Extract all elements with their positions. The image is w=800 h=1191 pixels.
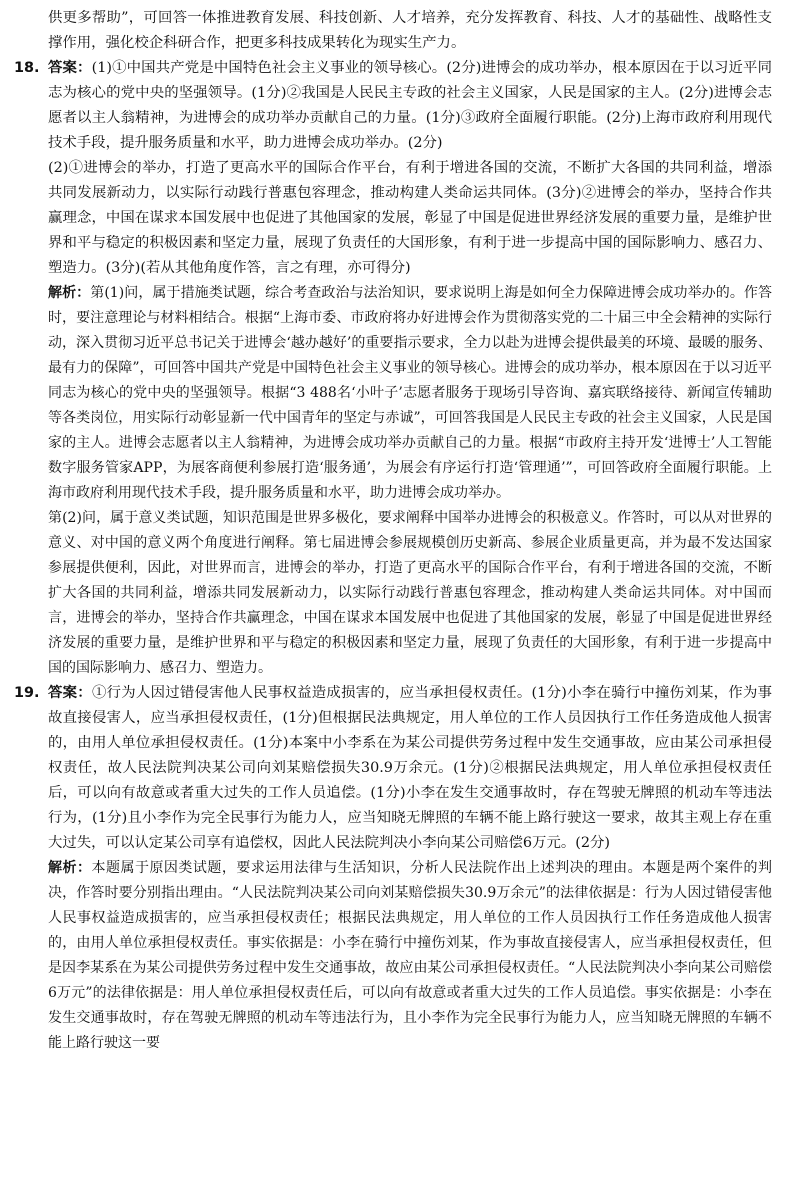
analysis-paragraph-2: 第(2)问，属于意义类试题，知识范围是世界多极化，要求阐释中国举办进博会的积极意义。作答时，可以从对世界的意义、对中国的意义两个角度进行阐释。第七届进博会参展规模创历史新高、参展企业质量更高，并为最不发达国家参展提供便利，因此，对世界而言，进博会的举办，打造了更高水平的国际合作平台，有利于增进各国的交流，不断扩大各国的共同利益，增添共同发展新动力，以实际行动践行普惠包容理念，推动构建人类命运共同体。对中国而言，进博会的举办，坚持合作共赢理念，中国在谋求本国发展中也促进了其他国家的发展，彰显了中国是促进世界经济发展的重要力量，是维护世界和平与稳定的积极因素和坚定力量，展现了负责任的大国形象，有利于进一步提高中国的国际影响力、感召力、塑造力。 [48, 510, 772, 676]
analysis-label: 解析： [48, 860, 92, 876]
question-18 [14, 56, 772, 681]
answer-text: ①行为人因过错侵害他人民事权益造成损害的，应当承担侵权责任。(1分)小李在骑行中撞伤刘某，作为事故直接侵害人，应当承担侵权责任，(1分)但根据民法典规定，用人单位的工作人员因执行工作任务造成他人损害的，由用人单位承担侵权责任。(1分)本案中小李系在为某公司提供劳务过程中发生交通事故，应由某公司承担侵权责任，故人民法院判决某公司向刘某赔偿损失30.9万余元。(1分)②根据民法典规定，用人单位承担侵权责任后，可以向有故意或者重大过失的工作人员追偿。(1分)小李在发生交通事故时，存在驾驶无牌照的机动车等违法行为，(1分)且小李作为完全民事行为能力人，应当知晓无牌照的车辆不能上路行驶这一要求，故其主观上存在重大过失，可以认定某公司享有追偿权，因此人民法院判决小李向某公司赔偿6万元。(2分) [48, 685, 772, 851]
answer-label: 答案： [48, 685, 92, 701]
analysis-text: 本题属于原因类试题，要求运用法律与生活知识，分析人民法院作出上述判决的理由。本题是两个案件的判决，作答时要分别指出理由。“人民法院判决某公司向刘某赔偿损失30.9万余元”的法律依据是：行为人因过错侵害他人民事权益造成损害的，应当承担侵权责任；根据民法典规定，用人单位的工作人员因执行工作任务造成他人损害的，由用人单位承担侵权责任。事实依据是：小李在骑行中撞伤刘某，作为事故直接侵害人，应当承担侵权责任，但是因李某系在为某公司提供劳务过程中发生交通事故，故应由某公司承担侵权责任。“人民法院判决小李向某公司赔偿6万元”的法律依据是：用人单位承担侵权责任后，可以向有故意或者重大过失的工作人员追偿。事实依据是：小李在发生交通事故时，存在驾驶无牌照的机动车等违法行为，且小李作为完全民事行为能力人，应当知晓无牌照的车辆不能上路行驶这一要 [48, 860, 773, 1051]
question-19 [14, 681, 773, 1056]
analysis-paragraph-1 [48, 281, 772, 506]
question-number: 19. [14, 685, 40, 701]
analysis-text-part1: 第(1)问，属于措施类试题，综合考查政治与法治知识，要求说明上海是如何全力保障进博会成功举办的。作答时，要注意理论与材料相结合。根据“上海市委、市政府将办好进博会作为贯彻落实党的二十届三中全会精神的实际行动，深入贯彻习近平总书记关于进博会‘越办越好’的重要指示要求，全力以赴为进博会提供最美的环境、最暖的服务、最有力的保障”，可回答中国共产党是中国特色社会主义事业的领导核心。进博会的成功举办，根本原因在于以习近平同志为核心的党中央的坚强领导。根据“3 488名‘小叶子’志愿者服务于现场引导咨询、嘉宾联络接待、新闻宣传辅助等各类岗位，用实际行动彰显新一代中国青年的坚定与赤诚”，可回答我国是人民民主专政的社会主义国家，人民是国家的主人。进博会志愿者以主人翁精神，为进博会成功举办贡献自己的力量。根据“市政府主持开发‘进博士’人工智能数字服务管家APP，为展客商便利参展打造‘服务通’，为展会有序运行打造‘管理通’”，可回答政府全面履行职能。上海市政府利用现代技术手段，提升服务质量和水平，助力进博会成功举办。 [48, 285, 772, 501]
question-number: 18. [14, 60, 40, 76]
answer-text-part1: (1)①中国共产党是中国特色社会主义事业的领导核心。(2分)进博会的成功举办，根本原因在于以习近平同志为核心的党中央的坚强领导。(1分)②我国是人民民主专政的社会主义国家，人民是国家的主人。(2分)进博会志愿者以主人翁精神，为进博会的成功举办贡献自己的力量。(1分)③政府全面履行职能。(2分)上海市政府利用现代技术手段，提升服务质量和水平，助力进博会成功举办。(2分) [48, 60, 772, 151]
intro-paragraph: 供更多帮助”，可回答一体推进教育发展、科技创新、人才培养，充分发挥教育、科技、人才的基础性、战略性支撑作用，强化校企科研合作，把更多科技成果转化为现实生产力。 [48, 10, 772, 51]
answer-paragraph-1 [48, 56, 772, 156]
answer-paragraph [48, 681, 772, 856]
analysis-paragraph [48, 856, 772, 1056]
answer-label: 答案： [48, 60, 92, 76]
answer-paragraph-2: (2)①进博会的举办，打造了更高水平的国际合作平台，有利于增进各国的交流，不断扩大各国的共同利益，增添共同发展新动力，以实际行动践行普惠包容理念，推动构建人类命运共同体。(3分)②进博会的举办，坚持合作共赢理念，中国在谋求本国发展中也促进了其他国家的发展，彰显了中国是促进世界经济发展的重要力量，是维护世界和平与稳定的积极因素和坚定力量，展现了负责任的大国形象，有利于进一步提高中国的国际影响力、感召力、塑造力。(3分)(若从其他角度作答，言之有理，亦可得分) [48, 160, 772, 276]
analysis-label: 解析： [48, 285, 91, 301]
